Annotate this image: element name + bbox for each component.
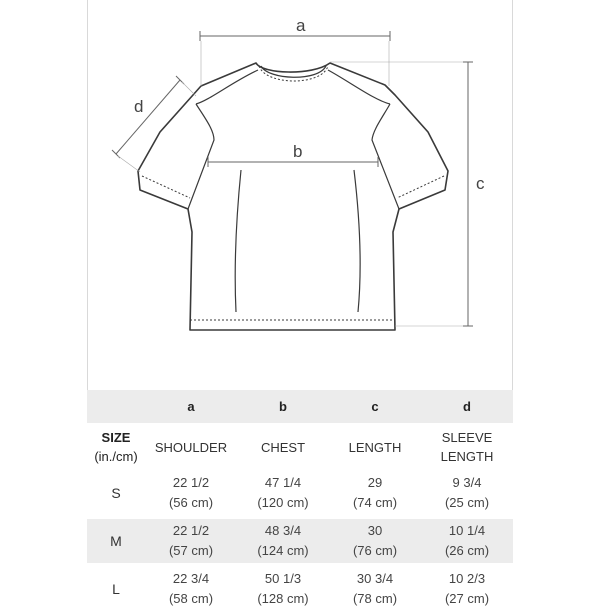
size-unit-label: SIZE (in./cm) <box>87 423 145 471</box>
table-row <box>87 517 513 565</box>
tshirt-outline <box>138 63 448 330</box>
chest-cell: 48 3/4 (124 cm) <box>237 517 329 565</box>
dimension-label-b: b <box>293 142 303 161</box>
shoulder-cell: 22 1/2 (56 cm) <box>145 471 237 517</box>
column-letter-row <box>87 390 513 423</box>
table-row <box>87 565 513 613</box>
size-cell: M <box>87 517 145 565</box>
label-sleeve-length: SLEEVE LENGTH <box>421 423 513 471</box>
size-cell: S <box>87 471 145 517</box>
size-cell: L <box>87 565 145 613</box>
label-length: LENGTH <box>329 423 421 471</box>
length-cell: 30 (76 cm) <box>329 517 421 565</box>
header-a: a <box>145 390 237 423</box>
chest-cell: 47 1/4 (120 cm) <box>237 471 329 517</box>
dimension-label-d: d <box>134 97 144 116</box>
size-chart-table <box>87 390 513 615</box>
label-shoulder: SHOULDER <box>145 423 237 471</box>
header-blank <box>87 390 145 423</box>
chest-cell: 50 1/3 (128 cm) <box>237 565 329 613</box>
header-c: c <box>329 390 421 423</box>
sleeve-cell: 10 1/4 (26 cm) <box>421 517 513 565</box>
length-cell: 30 3/4 (78 cm) <box>329 565 421 613</box>
dimension-label-c: c <box>476 174 485 193</box>
shoulder-cell: 22 1/2 (57 cm) <box>145 517 237 565</box>
dimension-label-a: a <box>296 16 306 35</box>
table-row <box>87 471 513 517</box>
header-d: d <box>421 390 513 423</box>
shoulder-cell: 22 3/4 (58 cm) <box>145 565 237 613</box>
header-b: b <box>237 390 329 423</box>
column-label-row <box>87 423 513 471</box>
length-cell: 29 (74 cm) <box>329 471 421 517</box>
label-chest: CHEST <box>237 423 329 471</box>
sleeve-cell: 9 3/4 (25 cm) <box>421 471 513 517</box>
sleeve-cell: 10 2/3 (27 cm) <box>421 565 513 613</box>
